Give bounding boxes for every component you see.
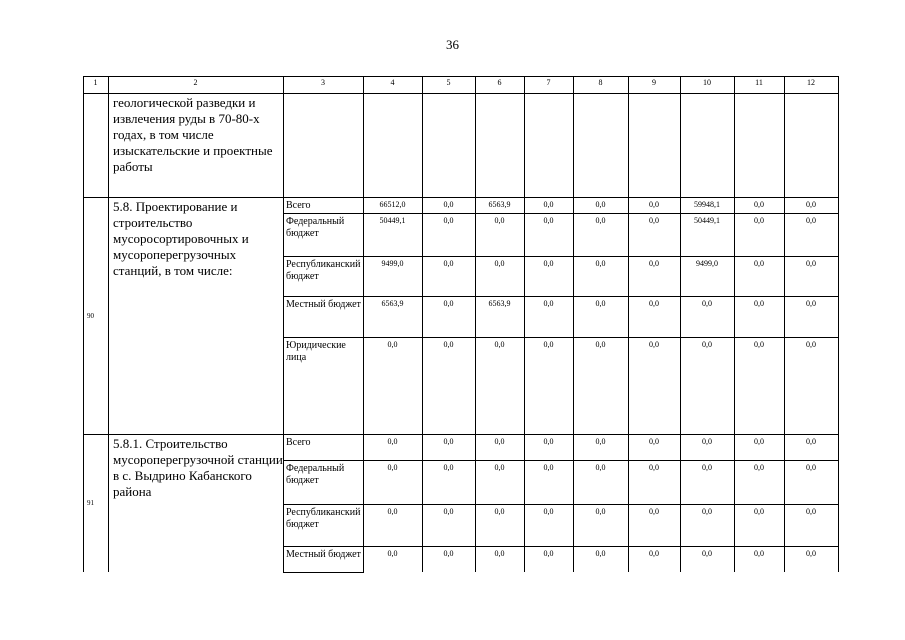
row-divider — [283, 213, 838, 214]
value-cell: 0,0 — [806, 216, 816, 225]
header-cell-10: 10 — [703, 78, 711, 87]
value-cell: 0,0 — [649, 463, 659, 472]
row-divider — [283, 460, 838, 461]
value-cell: 0,0 — [595, 340, 606, 349]
column-divider — [734, 76, 735, 572]
value-cell: 0,0 — [649, 200, 659, 209]
value-cell: 9499,0 — [381, 259, 404, 268]
column-divider — [784, 76, 785, 572]
value-cell: 0,0 — [702, 507, 712, 516]
row-divider — [283, 572, 364, 573]
value-cell: 0,0 — [443, 299, 454, 308]
value-cell: 0,0 — [754, 340, 764, 349]
value-cell: 59948,1 — [694, 200, 720, 209]
value-cell: 0,0 — [649, 216, 659, 225]
value-cell: 0,0 — [649, 299, 659, 308]
value-cell: 0,0 — [443, 437, 454, 446]
value-cell: 6563,9 — [488, 200, 511, 209]
value-cell: 0,0 — [443, 463, 454, 472]
value-cell: 6563,9 — [488, 299, 511, 308]
value-cell: 0,0 — [494, 259, 505, 268]
value-cell: 0,0 — [649, 437, 659, 446]
column-divider — [475, 76, 476, 572]
header-cell-3: 3 — [321, 78, 325, 87]
value-cell: 0,0 — [443, 216, 454, 225]
value-cell: 6563,9 — [381, 299, 404, 308]
value-cell: 0,0 — [754, 259, 764, 268]
value-cell: 0,0 — [806, 299, 816, 308]
value-cell: 0,0 — [806, 259, 816, 268]
value-cell: 0,0 — [595, 216, 606, 225]
column-divider — [524, 76, 525, 572]
funding-source: Республиканский бюджет — [286, 259, 361, 282]
value-cell: 0,0 — [649, 549, 659, 558]
row-number: 91 — [87, 499, 94, 507]
value-cell: 0,0 — [702, 437, 712, 446]
row-divider — [283, 337, 838, 338]
column-divider — [422, 76, 423, 572]
value-cell: 0,0 — [649, 507, 659, 516]
value-cell: 0,0 — [543, 299, 554, 308]
continuation-description: геологической разведки и извлечения руды в 70-80-х годах, в том числе изыскательские и проектные работы — [113, 95, 273, 174]
row-number: 90 — [87, 311, 94, 320]
header-cell-4: 4 — [390, 78, 395, 87]
value-cell: 0,0 — [754, 200, 764, 209]
group-divider — [83, 434, 838, 435]
value-cell: 0,0 — [702, 463, 712, 472]
group-title: 5.8.1. Строительство мусороперегрузочной станции в с. Выдрино Кабанского района — [113, 436, 283, 499]
funding-source: Всего — [286, 437, 311, 448]
value-cell: 0,0 — [806, 340, 816, 349]
value-cell: 0,0 — [494, 507, 505, 516]
header-cell-7: 7 — [546, 78, 551, 87]
value-cell: 0,0 — [387, 463, 398, 472]
header-cell-12: 12 — [807, 78, 815, 87]
value-cell: 50449,1 — [694, 216, 720, 225]
value-cell: 0,0 — [649, 259, 659, 268]
value-cell: 0,0 — [494, 437, 505, 446]
value-cell: 0,0 — [595, 259, 606, 268]
value-cell: 0,0 — [543, 216, 554, 225]
value-cell: 0,0 — [595, 299, 606, 308]
value-cell: 0,0 — [702, 299, 712, 308]
value-cell: 0,0 — [494, 549, 505, 558]
value-cell: 0,0 — [543, 507, 554, 516]
row-divider — [283, 296, 838, 297]
value-cell: 0,0 — [754, 507, 764, 516]
value-cell: 0,0 — [649, 340, 659, 349]
header-cell-5: 5 — [446, 78, 451, 87]
funding-source: Местный бюджет — [286, 299, 361, 310]
value-cell: 0,0 — [754, 216, 764, 225]
column-divider — [680, 76, 681, 572]
funding-source: Федеральный бюджет — [286, 216, 345, 239]
value-cell: 0,0 — [443, 200, 454, 209]
value-cell: 0,0 — [595, 200, 606, 209]
row-divider — [283, 256, 838, 257]
value-cell: 0,0 — [595, 463, 606, 472]
value-cell: 0,0 — [494, 340, 505, 349]
header-divider — [83, 93, 838, 94]
value-cell: 0,0 — [543, 463, 554, 472]
value-cell: 9499,0 — [696, 259, 718, 268]
value-cell: 0,0 — [806, 507, 816, 516]
value-cell: 0,0 — [806, 437, 816, 446]
column-divider — [838, 76, 839, 572]
value-cell: 0,0 — [754, 463, 764, 472]
row-divider — [283, 504, 838, 505]
value-cell: 0,0 — [387, 549, 398, 558]
header-cell-6: 6 — [497, 78, 502, 87]
header-cell-2: 2 — [193, 78, 198, 87]
column-divider — [363, 76, 364, 572]
value-cell: 0,0 — [443, 507, 454, 516]
value-cell: 0,0 — [543, 437, 554, 446]
value-cell: 0,0 — [806, 200, 816, 209]
header-cell-8: 8 — [598, 78, 603, 87]
value-cell: 0,0 — [543, 259, 554, 268]
value-cell: 0,0 — [443, 259, 454, 268]
header-cell-9: 9 — [652, 78, 656, 87]
value-cell: 0,0 — [543, 549, 554, 558]
funding-source: Юридические лица — [286, 340, 346, 363]
page-number: 36 — [446, 37, 459, 52]
value-cell: 0,0 — [702, 340, 712, 349]
value-cell: 0,0 — [387, 507, 398, 516]
value-cell: 0,0 — [387, 340, 398, 349]
value-cell: 0,0 — [543, 200, 554, 209]
value-cell: 0,0 — [443, 340, 454, 349]
header-cell-11: 11 — [755, 78, 763, 87]
value-cell: 0,0 — [543, 340, 554, 349]
funding-source: Всего — [286, 200, 311, 211]
group-title: 5.8. Проектирование и строительство мусоросортировочных и мусороперегрузочных станций, в том числе: — [113, 199, 249, 278]
column-divider — [573, 76, 574, 572]
value-cell: 0,0 — [387, 437, 398, 446]
value-cell: 0,0 — [494, 216, 505, 225]
value-cell: 0,0 — [806, 549, 816, 558]
value-cell: 0,0 — [595, 507, 606, 516]
value-cell: 0,0 — [806, 463, 816, 472]
value-cell: 0,0 — [754, 437, 764, 446]
value-cell: 0,0 — [443, 549, 454, 558]
funding-source: Федеральный бюджет — [286, 463, 345, 486]
table-border-top — [83, 76, 838, 77]
funding-source: Республиканский бюджет — [286, 507, 361, 530]
column-divider — [628, 76, 629, 572]
value-cell: 0,0 — [702, 549, 712, 558]
value-cell: 0,0 — [494, 463, 505, 472]
value-cell: 0,0 — [595, 437, 606, 446]
value-cell: 50449,1 — [379, 216, 406, 225]
row-divider — [83, 197, 838, 198]
header-cell-1: 1 — [93, 78, 98, 87]
value-cell: 66512,0 — [379, 200, 406, 209]
value-cell: 0,0 — [595, 549, 606, 558]
value-cell: 0,0 — [754, 299, 764, 308]
value-cell: 0,0 — [754, 549, 764, 558]
funding-source: Местный бюджет — [286, 549, 361, 560]
row-divider — [283, 546, 838, 547]
